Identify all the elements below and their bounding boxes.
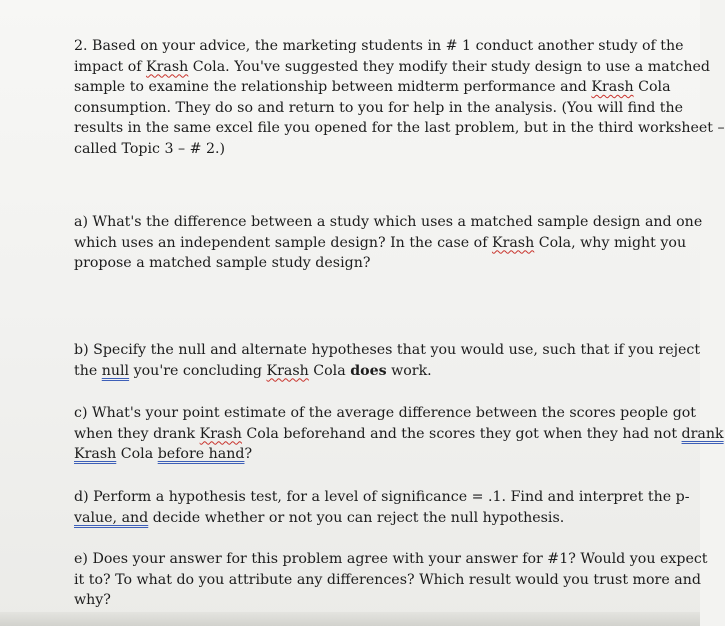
page-bottom-edge <box>0 612 700 626</box>
spellcheck-word: Krash <box>591 79 634 96</box>
question-2-line-1 <box>74 36 684 57</box>
grammar-word: value, and <box>74 509 149 526</box>
text-run: 2. Based on your advice, the marketing students in # 1 conduct another study of the <box>74 38 684 54</box>
part-e-paragraph <box>74 549 708 611</box>
question-2-line-2 <box>74 57 710 78</box>
text-run: Cola beforehand and the scores they got when they had not <box>241 425 682 442</box>
spellcheck-word: Krash <box>199 425 242 442</box>
text-run: impact of <box>74 58 146 75</box>
question-2-line-6 <box>74 139 664 160</box>
part-d-line-2 <box>74 508 664 529</box>
text-run: Cola <box>308 362 351 379</box>
grammar-word: before hand <box>157 446 245 463</box>
text-run: d) Perform a hypothesis test, for a level of significance = .1. Find and interpret the p- <box>74 489 690 505</box>
text-run: work. <box>386 362 432 379</box>
part-a-line-1 <box>74 212 703 233</box>
spellcheck-word: Krash <box>266 362 309 379</box>
text-run: results in the same excel file you opened for the last problem, but in the third worksheet – <box>74 120 725 137</box>
part-c-paragraph <box>74 403 724 465</box>
question-2-line-5 <box>74 118 725 139</box>
part-c-line-2 <box>74 424 724 445</box>
part-c-line-3 <box>74 444 664 465</box>
grammar-word: null <box>101 362 130 379</box>
text-run: Cola. You've suggested they modify their study design to use a matched <box>188 58 710 75</box>
text-run: a) What's the difference between a study which uses a matched sample design and one <box>74 214 703 230</box>
part-e-line-3 <box>74 590 664 611</box>
part-a-line-3 <box>74 253 664 274</box>
part-a-line-2 <box>74 233 687 254</box>
grammar-word: Krash <box>74 446 117 463</box>
spellcheck-word: Krash <box>491 234 535 251</box>
bold-word: does <box>350 362 387 379</box>
text-run: e) Does your answer for this problem agree with your answer for #1? Would you expect <box>74 551 708 567</box>
question-2-line-3 <box>74 77 671 98</box>
part-b-line-1 <box>74 340 701 361</box>
spellcheck-word: Krash <box>146 58 189 75</box>
grammar-word: drank <box>681 425 724 442</box>
text-run: propose a matched sample study design? <box>74 255 371 272</box>
part-d-line-1 <box>74 487 690 508</box>
text-run: ? <box>244 446 253 463</box>
text-run: the <box>74 362 102 379</box>
text-run: you're concluding <box>129 362 267 379</box>
text-run: consumption. They do so and return to you for help in the analysis. (You will find the <box>74 99 684 116</box>
text-run: sample to examine the relationship between midterm performance and <box>74 79 592 96</box>
part-c-line-1 <box>74 403 697 424</box>
text-run: why? <box>74 592 111 609</box>
part-e-line-2 <box>74 570 701 591</box>
text-run: which uses an independent sample design? In the case of <box>74 234 492 251</box>
text-run: Cola <box>633 79 671 96</box>
part-d-paragraph <box>74 487 690 528</box>
part-b-paragraph <box>74 340 701 381</box>
part-b-line-2 <box>74 361 664 382</box>
part-e-line-1 <box>74 549 708 570</box>
part-a-paragraph <box>74 212 703 274</box>
text-run: when they drank <box>74 425 200 442</box>
text-run: b) Specify the null and alternate hypotheses that you would use, such that if you reject <box>74 342 701 358</box>
text-run: it to? To what do you attribute any differences? Which result would you trust more and <box>74 571 701 588</box>
text-run: Cola, why might you <box>534 234 687 251</box>
text-run: decide whether or not you can reject the null hypothesis. <box>148 509 565 526</box>
text-run: Cola <box>116 446 158 463</box>
question-2-paragraph <box>74 36 725 160</box>
question-2-line-4 <box>74 98 684 119</box>
text-run: called Topic 3 – # 2.) <box>74 140 226 157</box>
text-run: c) What's your point estimate of the average difference between the scores people got <box>74 405 697 421</box>
